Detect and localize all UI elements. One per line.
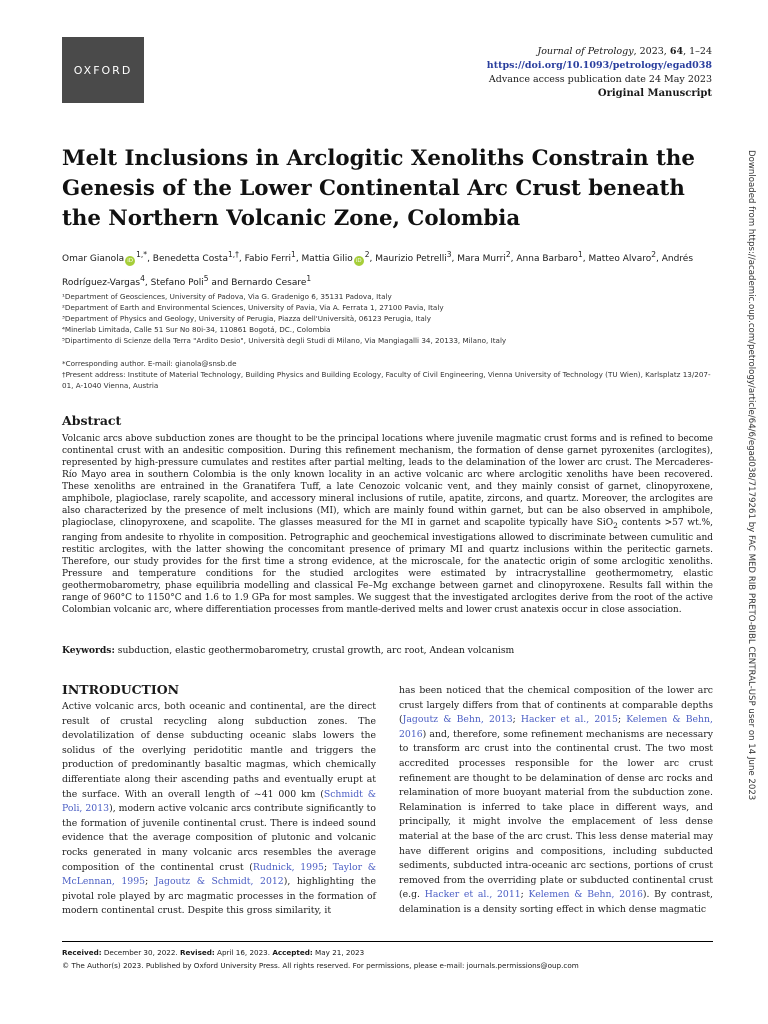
citation-link[interactable]: Rudnick, 1995 (252, 861, 324, 873)
author-list: Omar Gianola $iD^{1,*}$, Benedetta Costa$^{1,\dagger}$, Fabio Ferri$^1$, Mattia Gilio $iD^2$, Maurizio Petrelli$^3$, Mara Murri$^2$, Anna Barbaro$^1$, Matteo Alvaro$^2$, Andrés Rodríguez-Vargas$^4$, Stefano Poli$^5$ and Bernardo Cesare$^1$ (62, 250, 694, 288)
body-text: ; (145, 876, 155, 888)
author-affiliation-marker: 5 (203, 274, 209, 283)
abstract-heading: Abstract (62, 413, 122, 428)
author-name: Bernardo Cesare (231, 278, 307, 288)
author-affiliation-marker: 2 (651, 250, 656, 259)
citation-link[interactable]: Schmidt & Poli, 2013 (62, 788, 376, 815)
author-name: Fabio Ferri (244, 254, 292, 264)
introduction-heading: INTRODUCTION (62, 682, 180, 697)
body-text: ). By contrast, delamination is a density sorting effect in which dense magmatic (399, 889, 713, 915)
affiliation: ⁴Minerlab Limitada, Calle 51 Sur No 80i-34, 110861 Bogotá, DC., Colombia (62, 325, 331, 334)
doi-link[interactable]: https://doi.org/10.1093/petrology/egad038 (486, 60, 712, 71)
author-affiliation-marker: 2 (364, 250, 370, 259)
affiliation: ⁵Dipartimento di Scienze della Terra "Ardito Desio", Università degli Studi di Milano, Via Mangiagalli 34, 20133, Milano, Italy (62, 336, 507, 345)
body-text: ; (323, 861, 333, 873)
author-name: Andrés Rodríguez-Vargas (62, 254, 694, 288)
abstract-text: Volcanic arcs above subduction zones are thought to be the principal locations where juvenile magmatic crust forms and is refined to become continental crust with an andesitic composition. During this refinement mechanism, the formation of dense garnet pyroxenites (arclogites), represented by high-pressure cumulates and restites after partial melting, leads to the delamination of the lower arc crust. The Mercaderes-Río Mayo area in southern Colombia is the only known locality in an active volcanic arc where arclogitic xenoliths have been recovered. These xenoliths are entrained in the Granatifera Tuff, a late Cenozoic volcanic vent, and they mainly consist of garnet, clinopyroxene, amphibole, plagioclase, rarely scapolite, and accessory mineral inclusions of rutile, apatite, zircons, and quartz. Moreover, the arclogites are also characterized by the presence of melt inclusions (MI), which are mainly found within garnet, but can be also observed in amphibole, plagioclase, clinopyroxene, and scapolite. The glasses measured for the MI in garnet and scapolite typically have SiO$_2$ contents >57 wt.%, ranging from andesite to rhyolite in composition. Petrographic and geochemical investigations allowed to discriminate between cumulitic and restitic arclogites, with the latter showing the concomitant presence of primary MI and quartz inclusions within the peritectic garnets. Therefore, our study provides for the first time a strong evidence, at the microscale, for the anatectic origin of some arclogitic xenoliths. Pressure and temperature conditions for the studied arclogites were estimated by intracrystalline geothermometry, elastic geothermobarometry, phase equilibria modelling and classical Fe–Mg exchange between garnet and clinopyroxene. Results fall within the range of 960°C to 1150°C and 1.6 to 1.9 GPa for most samples. We suggest that the investigated arclogites derive from the root of the active Colombian volcanic arc, where differentiation processes from mantle-derived melts and lower crust anatexis occur in close association. (62, 434, 713, 616)
body-text: ; (512, 714, 521, 726)
author-name: Matteo Alvaro (588, 254, 652, 264)
intro-column-left (62, 700, 376, 919)
body-text: ; (617, 714, 627, 726)
access-date: Advance access publication date 24 May 2023 (488, 74, 712, 85)
keywords-text: subduction, elastic geothermobarometry, crustal growth, arc root, Andean volcanism (114, 645, 515, 656)
body-text: ; (520, 889, 529, 901)
body-text: ), highlighting the pivotal role played by arc magmatic processes in the formation of modern continental crust. Despite this gross similarity, it (62, 876, 377, 917)
oxford-logo (62, 37, 144, 103)
author-name: Mattia Gilio (301, 254, 353, 264)
author-name: Anna Barbaro (516, 254, 578, 264)
body-text: ) and, therefore, some refinement mechanisms are necessary to transform arc crust into the continental crust. The two most accredited processes responsible for the lower arc crust refinement are thought to be delamination of dense arc rocks and relamination of more buoyant material from the subduction zone. Relamination is inferred to take place in different ways, and principally, it might involve the emplacement of less dense material at the base of the arc crust. This less dense material may have different origins and compositions, including subducted sediments, subducted intra-oceanic arc sections, portions of crust removed from the overriding plate or subducted continental crust (e.g. (399, 728, 713, 901)
author-affiliation-marker: 2 (505, 250, 511, 259)
volume: 64 (669, 46, 684, 57)
author-name: Omar Gianola (62, 254, 125, 264)
keywords (62, 644, 713, 657)
author-name: Benedetta Costa (152, 254, 228, 264)
citation-link[interactable]: Hacker et al., 2015 (520, 714, 618, 726)
author-affiliation-marker: 1,* (136, 250, 148, 259)
author-affiliation-marker: 3 (446, 250, 452, 259)
article-meta (487, 45, 712, 101)
body-text: ), modern active volcanic arcs contribute significantly to the formation of juvenile continental crust. There is indeed sound evidence that the average composition of plutonic and volcanic rocks generated in many volcanic arcs resembles the average composition of the continental crust ( (62, 803, 376, 873)
paper-title: Melt Inclusions in Arclogitic Xenoliths Constrain the Genesis of the Lower Continental Arc Crust beneath the Northern Volcanic Zone, Colombia (62, 146, 695, 231)
author-affiliation-marker: 1 (306, 274, 312, 283)
orcid-icon[interactable]: iD (125, 256, 135, 266)
citation-link[interactable]: Kelemen & Behn, 2016 (399, 714, 713, 740)
author-name: Maurizio Petrelli (375, 254, 447, 264)
author-affiliation-marker: 1 (577, 250, 583, 259)
citation-link[interactable]: Jagoutz & Behn, 2013 (402, 714, 513, 726)
affiliation: ¹Department of Geosciences, University of Padova, Via G. Gradenigo 6, 35131 Padova, Italy (62, 292, 392, 301)
corresponding-author: *Corresponding author. E-mail: gianola@snsb.de (62, 359, 237, 368)
present-address: †Present address: Institute of Material Technology, Building Physics and Building Ecology, Faculty of Civil Engineering, Vienna University of Technology (TU Wien), Karlsplatz 13/207-01, A-1040 Vienna, Austria (62, 370, 711, 390)
affiliation: ²Department of Earth and Environmental Sciences, University of Pavia, Via A. Ferrata 1, 27100 Pavia, Italy (62, 303, 444, 312)
journal-name: Journal of Petrology (537, 46, 634, 57)
orcid-icon[interactable]: iD (354, 256, 364, 266)
history-dates: Received: December 30, 2022. Revised: April 16, 2023. Accepted: May 21, 2023 (62, 948, 365, 957)
affiliation: ³Department of Physics and Geology, University of Perugia, Piazza dell'Università, 06123 Perugia, Italy (62, 314, 432, 323)
affiliations (62, 291, 717, 346)
footer-divider (62, 941, 713, 942)
author-notes (62, 358, 717, 391)
author-affiliation-marker: 1 (291, 250, 296, 259)
author-name: Stefano Poli (150, 278, 204, 288)
logo-text: OXFORD (73, 63, 133, 77)
author-name: Mara Murri (457, 254, 506, 264)
citation-link[interactable]: Jagoutz & Schmidt, 2012 (154, 876, 284, 888)
citation-link[interactable]: Taylor & McLennan, 1995 (62, 861, 377, 888)
author-affiliation-marker: 1,† (227, 250, 239, 259)
footer (62, 946, 713, 972)
author-affiliation-marker: 4 (140, 274, 145, 283)
body-text: has been noticed that the chemical composition of the lower arc crust largely differs from that of continents at comparable depths ( (399, 685, 713, 726)
keywords-label: Keywords: (62, 645, 115, 656)
download-watermark: Downloaded from https://academic.oup.com/petrology/article/64/6/egad038/7179261 by FAC MED RIB PRETO-BIBL CENTRAL-USP user on 14 June 2023 (746, 150, 756, 801)
citation-link[interactable]: Kelemen & Behn, 2016 (528, 889, 643, 901)
intro-column-right (399, 684, 713, 918)
citation-link[interactable]: Hacker et al., 2011 (424, 889, 521, 901)
manuscript-status: Original Manuscript (597, 88, 712, 99)
citation-line: Journal of Petrology, 2023, 64, 1–24 (537, 46, 712, 57)
body-text: Active volcanic arcs, both oceanic and continental, are the direct result of crustal recycling along subduction zones. The devolatilization of dense subducting oceanic slabs lowers the solidus of the overlying peridotitic mantle and triggers the production of predominantly basaltic magmas, which chemically differentiate along their ascending paths and eventually erupt at the surface. With an overall length of ~41 000 km ( (62, 701, 376, 800)
copyright: © The Author(s) 2023. Published by Oxford University Press. All rights reserved. For permissions, please e-mail: journals.permissions@oup.com (62, 961, 579, 970)
